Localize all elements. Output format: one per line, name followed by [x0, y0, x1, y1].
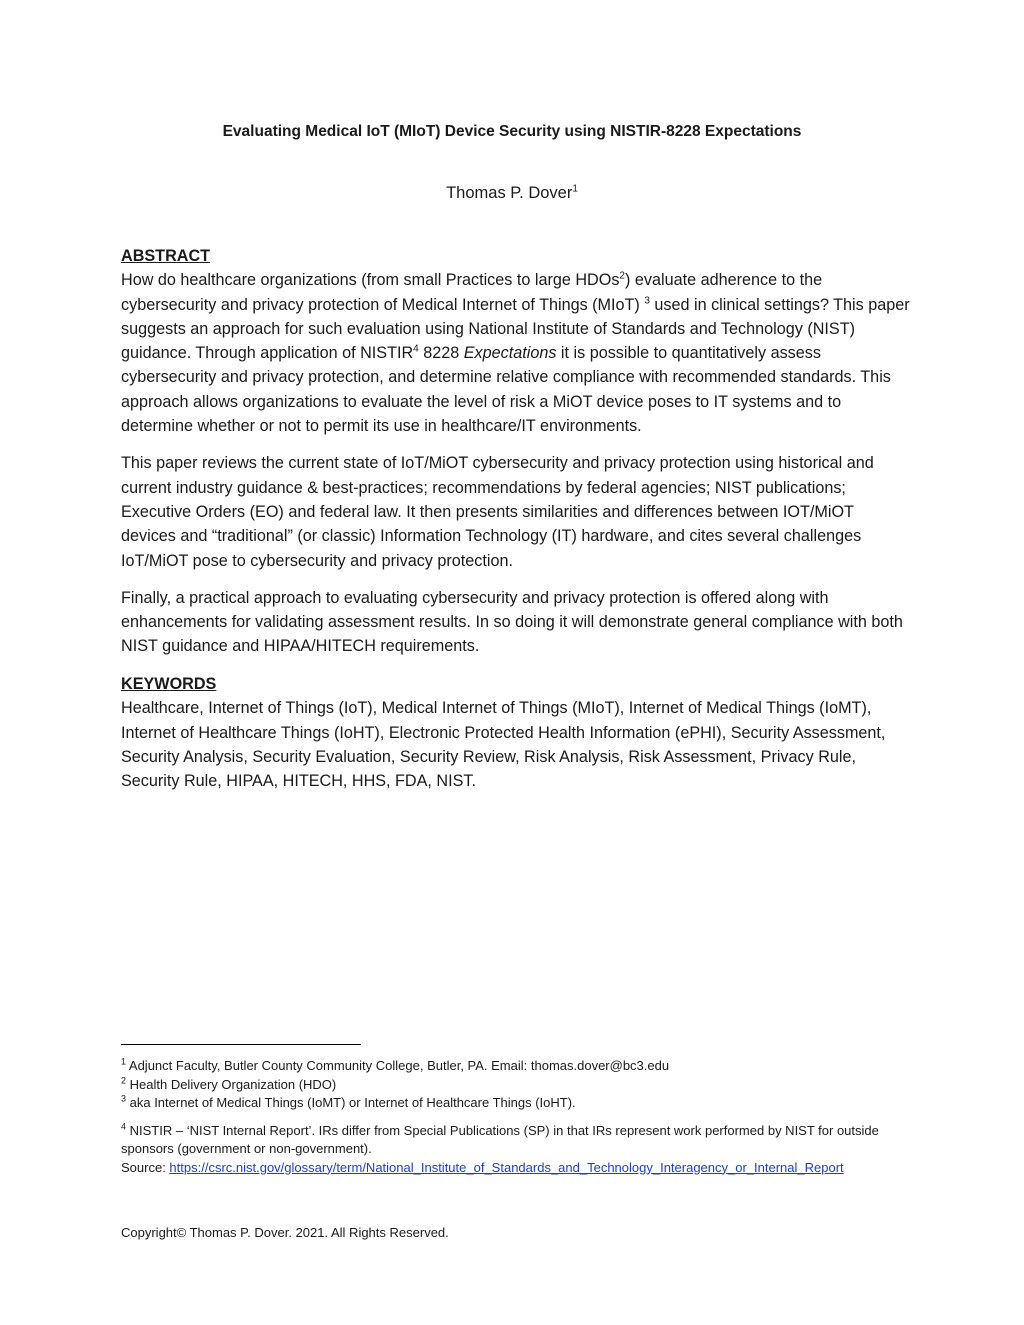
copyright-notice: Copyright© Thomas P. Dover. 2021. All Rights Reserved.	[121, 1225, 449, 1240]
paper-title: Evaluating Medical IoT (MIoT) Device Security using NISTIR-8228 Expectations	[222, 123, 802, 140]
footnote-3-mark: 3	[121, 1093, 127, 1104]
keywords-section	[121, 672, 911, 793]
abstract-section	[121, 244, 911, 659]
abstract-p1-text-e: it is possible to quantitatively assess cybersecurity and privacy protection, and determine relative compliance with recommended standards. This approach allows organizations to evaluate the level of risk a MiOT device poses to IT systems and to determine whether or not to permit its use in healthcare/IT environments.	[121, 344, 891, 436]
source-link[interactable]: https://csrc.nist.gov/glossary/term/National_Institute_of_Standards_and_Technology_Interagency_or_Internal_Report	[169, 1159, 844, 1175]
abstract-p1-text-a: How do healthcare organizations (from small Practices to large HDOs	[121, 271, 620, 290]
footnote-1-text: Adjunct Faculty, Butler County Community College, Butler, PA. Email: thomas.dover@bc3.edu	[126, 1058, 670, 1073]
author-footnote-mark: 1	[572, 183, 578, 195]
footnote-1	[121, 1057, 911, 1076]
abstract-paragraph-2: This paper reviews the current state of IoT/MiOT cybersecurity and privacy protection using historical and current industry guidance & best-practices; recommendations by federal agencies; NIST publications; Executive Orders (EO) and federal law. It then presents similarities and differences between IOT/MiOT devices and “traditional” (or classic) Information Technology (IT) hardware, and cites several challenges IoT/MiOT pose to cybersecurity and privacy protection.	[121, 454, 874, 570]
source-label: Source:	[121, 1159, 170, 1175]
footnote-separator	[121, 1044, 361, 1045]
footnote-ref-3: 3	[644, 295, 650, 307]
abstract-p1-italic: Expectations	[463, 344, 557, 363]
keywords-text: Healthcare, Internet of Things (IoT), Medical Internet of Things (MIoT), Internet of Medical Things (IoMT), Internet of Healthcare Things (IoHT), Electronic Protected Health Information (ePHI), Security Assessment, Security Analysis, Security Evaluation, Security Review, Risk Analysis, Risk Assessment, Privacy Rule, Security Rule, HIPAA, HITECH, HHS, FDA, NIST.	[121, 699, 886, 791]
author-name: Thomas P. Dover	[446, 184, 573, 202]
footnotes	[121, 1057, 911, 1177]
keywords-heading: KEYWORDS	[121, 675, 217, 693]
abstract-p1-text-c: used in clinical settings? This paper suggests an approach for such evaluation using National Institute of Standards and Technology (NIST) guidance. Through application of NISTIR	[121, 295, 910, 363]
footnote-2-text: Health Delivery Organization (HDO)	[126, 1076, 337, 1092]
abstract-p1-text-d: 8228	[418, 344, 464, 363]
footnote-2-mark: 2	[121, 1075, 127, 1086]
footnote-1-mark: 1	[121, 1056, 127, 1067]
footnote-4-text: NISTIR – ‘NIST Internal Report’. IRs differ from Special Publications (SP) in that IRs represent work performed by NIST for outside sponsors (government or non-government).	[121, 1122, 879, 1156]
abstract-heading: ABSTRACT	[121, 247, 211, 265]
footnote-4-mark: 4	[121, 1121, 127, 1132]
footnote-3	[121, 1094, 911, 1113]
footnote-ref-2: 2	[619, 270, 625, 282]
abstract-paragraph-3: Finally, a practical approach to evaluating cybersecurity and privacy protection is offered along with enhancements for validating assessment results. In so doing it will demonstrate general compliance with both NIST guidance and HIPAA/HITECH requirements.	[121, 588, 903, 656]
footnote-2	[121, 1076, 911, 1095]
footnote-3-text: aka Internet of Medical Things (IoMT) or Internet of Healthcare Things (IoHT).	[126, 1095, 576, 1110]
footnote-source	[121, 1159, 911, 1178]
abstract-p1-text-b: ) evaluate adherence to the cybersecurity and privacy protection of Medical Internet of Things (MIoT)	[121, 271, 823, 314]
footnote-ref-4: 4	[413, 343, 419, 355]
author-line	[120, 182, 904, 204]
footnote-4	[121, 1122, 911, 1159]
abstract-paragraph-1	[121, 268, 911, 438]
